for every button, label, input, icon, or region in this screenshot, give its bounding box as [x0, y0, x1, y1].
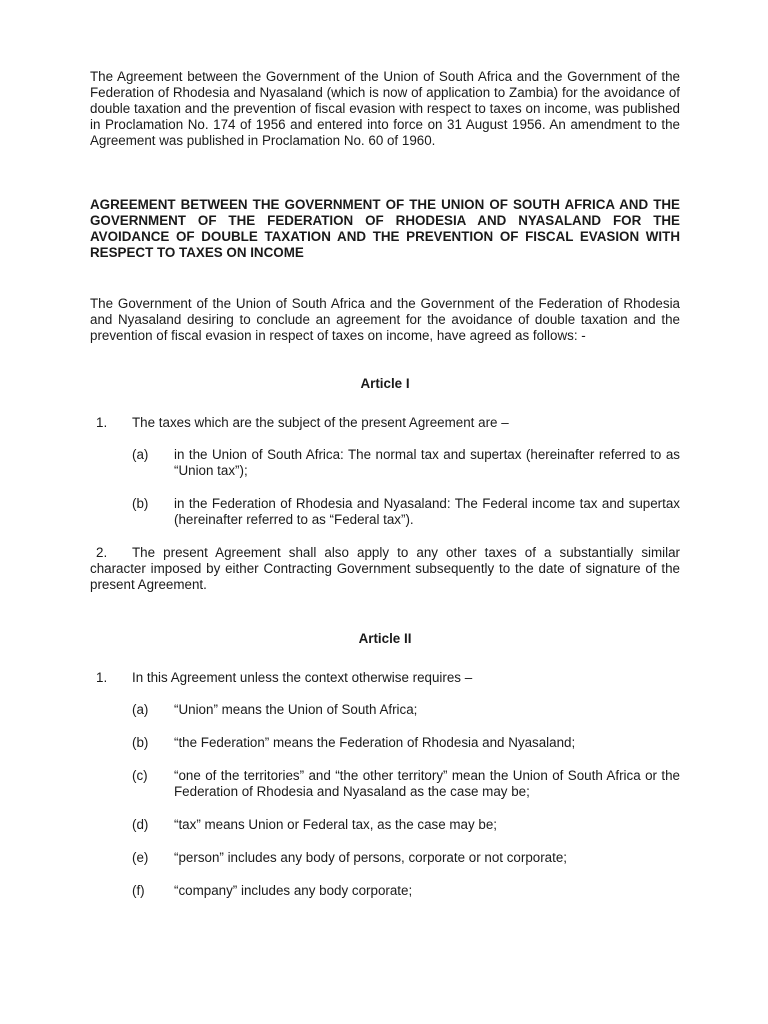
intro-paragraph: The Agreement between the Government of the Union of South Africa and the Government of the Federation of Rhodesia and Nyasaland (which is now of application to Zambia) for the avoidance of double taxation and the prevention of fiscal evasion with respect to taxes on income, was published in Proclamation No. 174 of 1956 and entered into force on 31 August 1956. An amendment to the Agreement was published in Proclamation No. 60 of 1960.	[90, 69, 680, 148]
item-text: “tax” means Union or Federal tax, as the case may be;	[174, 817, 498, 832]
paragraph-text: The taxes which are the subject of the present Agreement are –	[132, 415, 509, 430]
paragraph-text: In this Agreement unless the context otherwise requires –	[132, 670, 473, 685]
article-2-item-a	[132, 702, 680, 718]
item-label: (c)	[132, 768, 148, 783]
item-text: in the Federation of Rhodesia and Nyasaland: The Federal income tax and supertax (hereinafter referred to as “Federal tax”).	[174, 496, 680, 527]
article-2-item-f	[132, 883, 680, 899]
item-text: “one of the territories” and “the other territory” mean the Union of South Africa or the Federation of Rhodesia and Nyasaland as the case may be;	[174, 768, 680, 799]
item-label: (f)	[132, 883, 145, 898]
article-2-item-b	[132, 735, 680, 751]
item-text: “the Federation” means the Federation of Rhodesia and Nyasaland;	[174, 735, 576, 750]
article-2-item-d	[132, 817, 680, 833]
agreement-heading: AGREEMENT BETWEEN THE GOVERNMENT OF THE UNION OF SOUTH AFRICA AND THE GOVERNMENT OF THE FEDERATION OF RHODESIA AND NYASALAND FOR THE AVOIDANCE OF DOUBLE TAXATION AND THE PREVENTION OF FISCAL EVASION WITH RESPECT TO TAXES ON INCOME	[90, 197, 680, 260]
article-1-item-a	[132, 447, 680, 479]
document-page	[90, 69, 680, 916]
article-2-paragraph-1	[90, 670, 680, 686]
article-2-item-c	[132, 768, 680, 800]
item-label: (e)	[132, 850, 149, 865]
item-label: (d)	[132, 817, 149, 832]
article-2-title: Article II	[358, 631, 412, 646]
preamble-paragraph: The Government of the Union of South Africa and the Government of the Federation of Rhodesia and Nyasaland desiring to conclude an agreement for the avoidance of double taxation and the prevention of fiscal evasion in respect of taxes on income, have agreed as follows: -	[90, 296, 680, 343]
paragraph-number: 1.	[96, 670, 108, 685]
article-2-item-e	[132, 850, 680, 866]
item-label: (b)	[132, 496, 149, 511]
article-1-paragraph-1	[90, 415, 680, 431]
paragraph-number: 1.	[96, 415, 108, 430]
article-1-paragraph-2	[90, 545, 680, 593]
item-text: “company” includes any body corporate;	[174, 883, 413, 898]
item-label: (a)	[132, 702, 149, 717]
item-label: (b)	[132, 735, 149, 750]
paragraph-text: The present Agreement shall also apply to any other taxes of a substantially similar character imposed by either Contracting Government subsequently to the date of signature of the present Agreement.	[90, 545, 680, 592]
item-text: “person” includes any body of persons, corporate or not corporate;	[174, 850, 568, 865]
paragraph-number: 2.	[96, 545, 108, 560]
article-1-title: Article I	[360, 376, 410, 391]
article-1-item-b	[132, 496, 680, 528]
item-label: (a)	[132, 447, 149, 462]
item-text: in the Union of South Africa: The normal tax and supertax (hereinafter referred to as “Union tax”);	[174, 447, 680, 478]
item-text: “Union” means the Union of South Africa;	[174, 702, 418, 717]
